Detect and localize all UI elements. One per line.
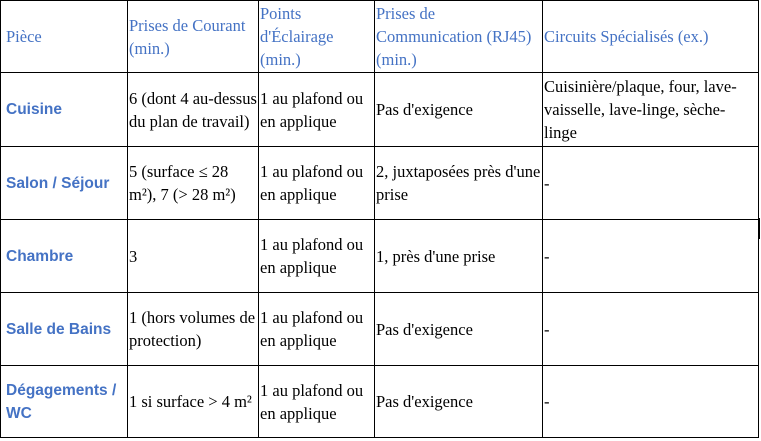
right-edge-mark	[758, 218, 760, 239]
table-header-row	[1, 1, 759, 73]
header-room: Pièce	[1, 1, 128, 73]
lighting-cell: 1 au plafond ou en applique	[259, 366, 375, 438]
circuits-cell: -	[543, 220, 759, 293]
room-cell: Salon / Séjour	[1, 147, 128, 220]
outlets-cell: 1 si surface > 4 m²	[128, 366, 259, 438]
room-cell: Cuisine	[1, 73, 128, 147]
table-row	[1, 147, 759, 220]
circuits-cell: Cuisinière/plaque, four, lave-vaisselle, lave-linge, sèche-linge	[543, 73, 759, 147]
circuits-cell: -	[543, 147, 759, 220]
communication-cell: 1, près d'une prise	[375, 220, 543, 293]
room-cell: Salle de Bains	[1, 293, 128, 366]
table-row	[1, 73, 759, 147]
lighting-cell: 1 au plafond ou en applique	[259, 293, 375, 366]
table-row	[1, 366, 759, 438]
communication-cell: Pas d'exigence	[375, 293, 543, 366]
room-cell: Chambre	[1, 220, 128, 293]
circuits-cell: -	[543, 293, 759, 366]
table-row	[1, 220, 759, 293]
outlets-cell: 5 (surface ≤ 28 m²), 7 (> 28 m²)	[128, 147, 259, 220]
communication-cell: 2, juxtaposées près d'une prise	[375, 147, 543, 220]
table-row	[1, 293, 759, 366]
outlets-cell: 6 (dont 4 au-dessus du plan de travail)	[128, 73, 259, 147]
lighting-cell: 1 au plafond ou en applique	[259, 220, 375, 293]
room-cell: Dégagements / WC	[1, 366, 128, 438]
header-lighting: Points d'Éclairage (min.)	[259, 1, 375, 73]
header-communication: Prises de Communication (RJ45) (min.)	[375, 1, 543, 73]
circuits-cell: -	[543, 366, 759, 438]
header-circuits: Circuits Spécialisés (ex.)	[543, 1, 759, 73]
header-outlets: Prises de Courant (min.)	[128, 1, 259, 73]
lighting-cell: 1 au plafond ou en applique	[259, 73, 375, 147]
communication-cell: Pas d'exigence	[375, 366, 543, 438]
outlets-cell: 3	[128, 220, 259, 293]
outlets-cell: 1 (hors volumes de protection)	[128, 293, 259, 366]
communication-cell: Pas d'exigence	[375, 73, 543, 147]
lighting-cell: 1 au plafond ou en applique	[259, 147, 375, 220]
